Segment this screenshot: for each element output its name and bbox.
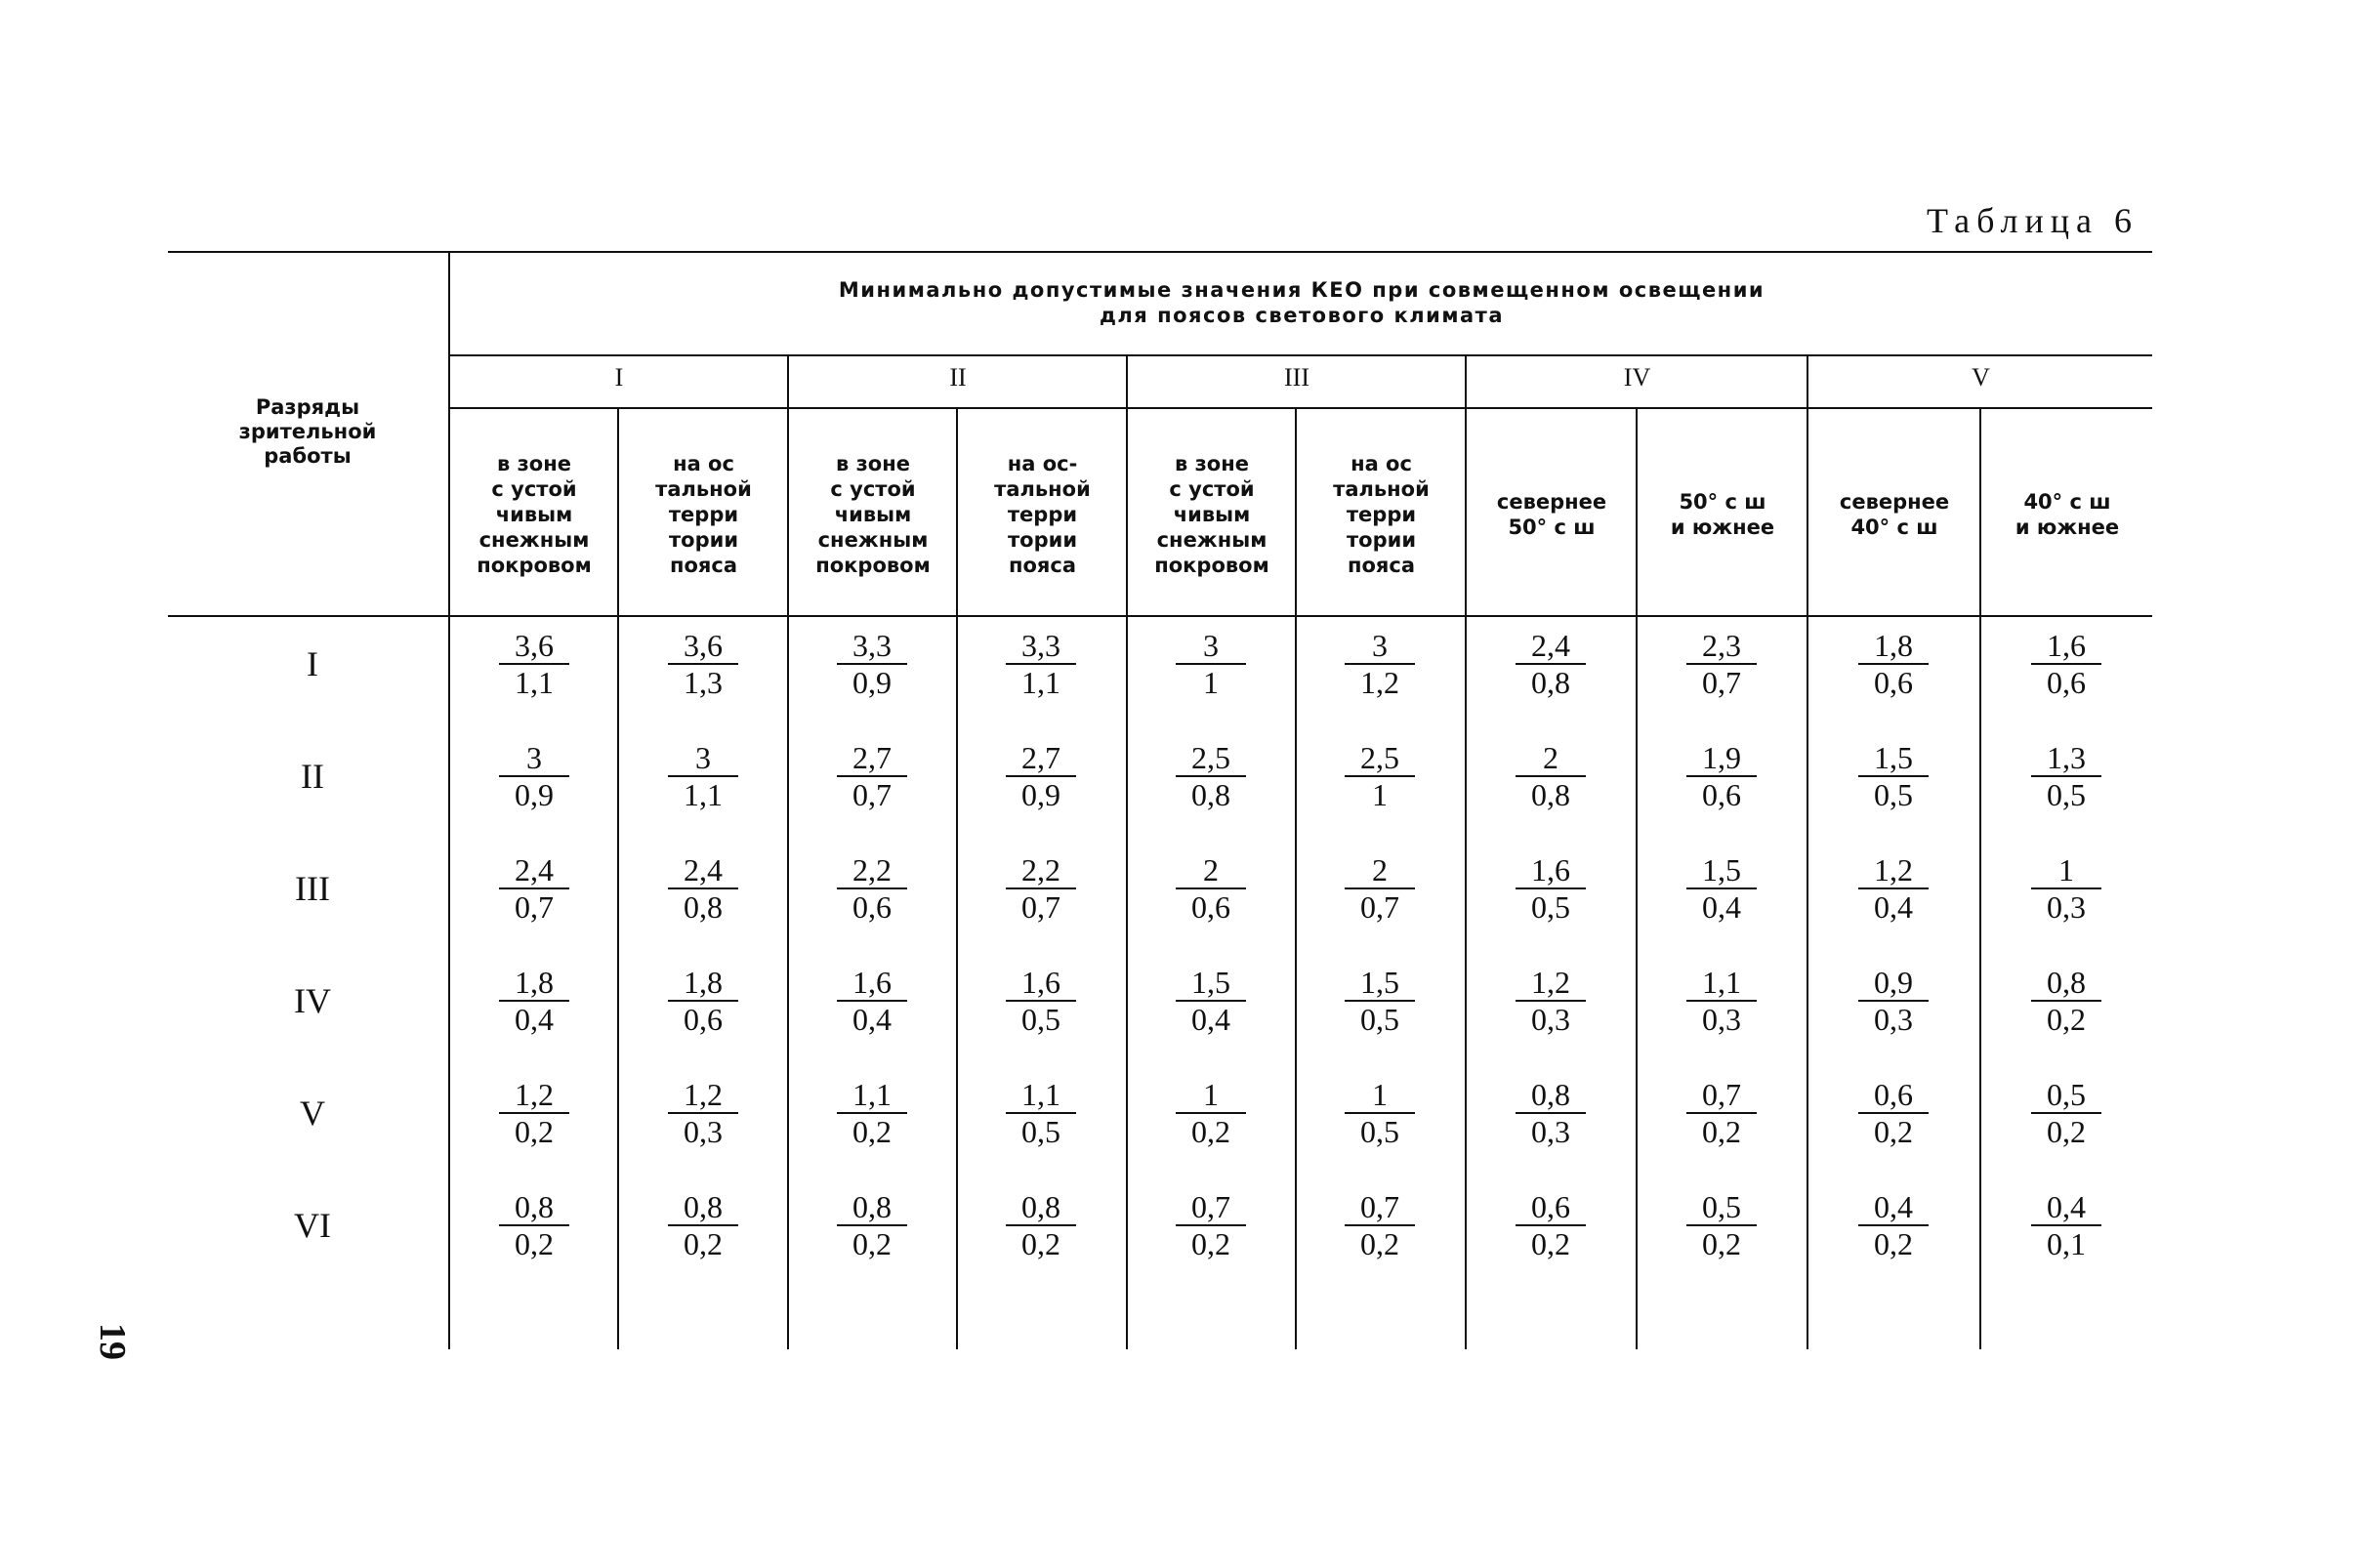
- kfo-denominator: 0,6: [1191, 889, 1230, 925]
- subheader: севернее 50° с ш: [1496, 490, 1607, 539]
- kfo-denominator: 0,2: [852, 1226, 892, 1261]
- kfo-value-cell: [480, 1079, 588, 1147]
- kfo-value-cell: [480, 854, 588, 923]
- kfo-denominator: 0,2: [515, 1226, 554, 1261]
- kfo-value-cell: [480, 630, 588, 698]
- kfo-value-cell: [1840, 1191, 1947, 1259]
- kfo-value-cell: [1326, 854, 1433, 923]
- kfo-value-cell: [1157, 1191, 1265, 1259]
- rank-divider: [448, 251, 450, 1349]
- kfo-numerator: 0,8: [515, 1189, 554, 1224]
- kfo-value-cell: [480, 742, 588, 810]
- col-divider: [617, 407, 619, 1349]
- kfo-numerator: 2,4: [684, 852, 723, 887]
- kfo-value-cell: [987, 1079, 1095, 1147]
- kfo-numerator: 2: [1543, 740, 1558, 775]
- kfo-numerator: 1,1: [1021, 1077, 1060, 1112]
- kfo-value-cell: [818, 967, 926, 1035]
- kfo-denominator: 0,6: [1702, 777, 1741, 812]
- kfo-numerator: 0,8: [852, 1189, 892, 1224]
- kfo-numerator: 3: [1372, 628, 1388, 663]
- subheader: севернее 40° с ш: [1839, 490, 1950, 539]
- kfo-denominator: 0,3: [684, 1114, 723, 1149]
- belt-label: I: [614, 363, 624, 392]
- kfo-denominator: 0,5: [1021, 1002, 1060, 1037]
- kfo-denominator: 0,2: [852, 1114, 892, 1149]
- belt-divider: [1807, 354, 1808, 1349]
- kfo-value-cell: [818, 854, 926, 923]
- kfo-value-cell: [649, 854, 757, 923]
- belt-divider: [787, 354, 789, 1349]
- belt-label: V: [1972, 363, 1990, 392]
- kfo-numerator: 2,7: [1021, 740, 1060, 775]
- kfo-numerator: 2: [1203, 852, 1219, 887]
- kfo-value-cell: [2013, 742, 2120, 810]
- kfo-denominator: 0,5: [1874, 777, 1913, 812]
- kfo-numerator: 1,2: [1531, 965, 1570, 1000]
- kfo-denominator: 0,6: [852, 889, 892, 925]
- kfo-denominator: 0,9: [852, 665, 892, 700]
- kfo-value-cell: [1668, 967, 1775, 1035]
- kfo-denominator: 0,2: [515, 1114, 554, 1149]
- table-label: Таблица 6: [1927, 201, 2139, 240]
- kfo-value-cell: [1497, 967, 1604, 1035]
- subheader: в зоне с устой чивым снежным покровом: [477, 452, 592, 577]
- kfo-numerator: 2,3: [1702, 628, 1741, 663]
- kfo-denominator: 1,1: [515, 665, 554, 700]
- kfo-value-cell: [2013, 1191, 2120, 1259]
- kfo-denominator: 0,6: [1874, 665, 1913, 700]
- kfo-value-cell: [1840, 1079, 1947, 1147]
- kfo-numerator: 2,5: [1191, 740, 1230, 775]
- kfo-numerator: 1,1: [852, 1077, 892, 1112]
- kfo-numerator: 0,8: [1021, 1189, 1060, 1224]
- main-header-line1: Минимально допустимые значения КЕО при совмещенном освещении: [838, 278, 1766, 302]
- main-header-line2: для поясов светового климата: [1099, 304, 1505, 327]
- kfo-denominator: 0,9: [515, 777, 554, 812]
- kfo-value-cell: [1157, 742, 1265, 810]
- kfo-value-cell: [649, 967, 757, 1035]
- kfo-denominator: 0,2: [2047, 1002, 2086, 1037]
- kfo-denominator: 0,5: [2047, 777, 2086, 812]
- kfo-value-cell: [1497, 854, 1604, 923]
- kfo-denominator: 0,2: [2047, 1114, 2086, 1149]
- kfo-denominator: 0,3: [1874, 1002, 1913, 1037]
- belt-label: III: [1284, 363, 1309, 392]
- kfo-denominator: 0,8: [1531, 777, 1570, 812]
- kfo-value-cell: [1668, 854, 1775, 923]
- kfo-value-cell: [1157, 854, 1265, 923]
- subheader: 40° с ш и южнее: [2015, 490, 2120, 539]
- kfo-numerator: 1,3: [2047, 740, 2086, 775]
- kfo-denominator: 0,2: [1702, 1226, 1741, 1261]
- kfo-numerator: 0,9: [1874, 965, 1913, 1000]
- kfo-numerator: 1,6: [852, 965, 892, 1000]
- kfo-value-cell: [987, 967, 1095, 1035]
- kfo-numerator: 2,2: [1021, 852, 1060, 887]
- main-header: [451, 277, 2152, 328]
- kfo-numerator: 0,7: [1360, 1189, 1399, 1224]
- kfo-numerator: 3: [695, 740, 711, 775]
- kfo-denominator: 1: [1203, 665, 1219, 700]
- kfo-denominator: 1: [1372, 777, 1388, 812]
- subheader: на ос- тальной терри тории пояса: [994, 452, 1091, 577]
- kfo-denominator: 0,8: [1191, 777, 1230, 812]
- kfo-numerator: 1,8: [515, 965, 554, 1000]
- kfo-denominator: 0,7: [852, 777, 892, 812]
- kfo-value-cell: [2013, 854, 2120, 923]
- kfo-numerator: 2,4: [515, 852, 554, 887]
- kfo-numerator: 2,5: [1360, 740, 1399, 775]
- kfo-value-cell: [1668, 630, 1775, 698]
- kfo-numerator: 1,5: [1702, 852, 1741, 887]
- subheader: на ос тальной терри тории пояса: [655, 452, 752, 577]
- kfo-denominator: 0,3: [1531, 1002, 1570, 1037]
- kfo-denominator: 0,2: [1360, 1226, 1399, 1261]
- kfo-denominator: 0,2: [1021, 1226, 1060, 1261]
- kfo-numerator: 2,2: [852, 852, 892, 887]
- kfo-numerator: 0,7: [1191, 1189, 1230, 1224]
- kfo-numerator: 0,7: [1702, 1077, 1741, 1112]
- belt-top-rule: [448, 354, 2152, 356]
- kfo-numerator: 3,3: [1021, 628, 1060, 663]
- kfo-numerator: 1,9: [1702, 740, 1741, 775]
- kfo-value-cell: [1326, 1079, 1433, 1147]
- kfo-numerator: 1,6: [1531, 852, 1570, 887]
- kfo-numerator: 2,4: [1531, 628, 1570, 663]
- kfo-value-cell: [987, 630, 1095, 698]
- kfo-numerator: 1,1: [1702, 965, 1741, 1000]
- kfo-denominator: 1,3: [684, 665, 723, 700]
- kfo-denominator: 0,9: [1021, 777, 1060, 812]
- kfo-value-cell: [1326, 1191, 1433, 1259]
- kfo-numerator: 1,8: [1874, 628, 1913, 663]
- kfo-value-cell: [1840, 742, 1947, 810]
- kfo-numerator: 1,5: [1191, 965, 1230, 1000]
- kfo-value-cell: [1326, 630, 1433, 698]
- kfo-numerator: 1,2: [515, 1077, 554, 1112]
- kfo-denominator: 0,4: [1702, 889, 1741, 925]
- subheader: 50° с ш и южнее: [1670, 490, 1775, 539]
- kfo-denominator: 0,2: [1531, 1226, 1570, 1261]
- kfo-value-cell: [1840, 967, 1947, 1035]
- kfo-numerator: 1,8: [684, 965, 723, 1000]
- kfo-value-cell: [480, 1191, 588, 1259]
- kfo-denominator: 0,2: [684, 1226, 723, 1261]
- kfo-value-cell: [987, 854, 1095, 923]
- kfo-numerator: 0,5: [1702, 1189, 1741, 1224]
- kfo-denominator: 0,4: [1191, 1002, 1230, 1037]
- kfo-denominator: 0,7: [1360, 889, 1399, 925]
- kfo-numerator: 1,5: [1874, 740, 1913, 775]
- kfo-denominator: 0,7: [1702, 665, 1741, 700]
- kfo-numerator: 3,6: [684, 628, 723, 663]
- kfo-numerator: 3: [526, 740, 542, 775]
- kfo-value-cell: [1840, 630, 1947, 698]
- kfo-numerator: 2,7: [852, 740, 892, 775]
- kfo-value-cell: [480, 967, 588, 1035]
- kfo-numerator: 0,8: [684, 1189, 723, 1224]
- kfo-denominator: 0,5: [1360, 1002, 1399, 1037]
- kfo-numerator: 1,6: [1021, 965, 1060, 1000]
- kfo-numerator: 0,5: [2047, 1077, 2086, 1112]
- kfo-denominator: 0,5: [1021, 1114, 1060, 1149]
- kfo-numerator: 1,2: [684, 1077, 723, 1112]
- kfo-value-cell: [987, 742, 1095, 810]
- belt-divider: [1465, 354, 1467, 1349]
- subheader: в зоне с устой чивым снежным покровом: [815, 452, 931, 577]
- kfo-value-cell: [1668, 1191, 1775, 1259]
- page-number: 19: [92, 1323, 133, 1360]
- kfo-denominator: 0,8: [1531, 665, 1570, 700]
- kfo-denominator: 0,3: [1702, 1002, 1741, 1037]
- kfo-value-cell: [1157, 630, 1265, 698]
- kfo-value-cell: [818, 1191, 926, 1259]
- kfo-denominator: 0,4: [515, 1002, 554, 1037]
- kfo-value-cell: [1668, 742, 1775, 810]
- col-divider: [1636, 407, 1638, 1349]
- kfo-value-cell: [1157, 1079, 1265, 1147]
- kfo-value-cell: [649, 1079, 757, 1147]
- kfo-denominator: 0,2: [1191, 1114, 1230, 1149]
- kfo-numerator: 0,8: [1531, 1077, 1570, 1112]
- kfo-numerator: 1: [1372, 1077, 1388, 1112]
- kfo-denominator: 0,5: [1531, 889, 1570, 925]
- kfo-denominator: 0,6: [2047, 665, 2086, 700]
- kfo-denominator: 0,8: [684, 889, 723, 925]
- kfo-numerator: 1,5: [1360, 965, 1399, 1000]
- subheader: в зоне с устой чивым снежным покровом: [1154, 452, 1269, 577]
- kfo-numerator: 0,4: [2047, 1189, 2086, 1224]
- kfo-value-cell: [2013, 1079, 2120, 1147]
- kfo-denominator: 0,6: [684, 1002, 723, 1037]
- kfo-numerator: 0,6: [1874, 1077, 1913, 1112]
- top-rule: [168, 251, 2152, 253]
- kfo-denominator: 1,2: [1360, 665, 1399, 700]
- kfo-value-cell: [818, 1079, 926, 1147]
- kfo-numerator: 3,6: [515, 628, 554, 663]
- kfo-denominator: 0,3: [2047, 889, 2086, 925]
- kfo-numerator: 0,6: [1531, 1189, 1570, 1224]
- kfo-denominator: 1,1: [1021, 665, 1060, 700]
- kfo-denominator: 0,7: [515, 889, 554, 925]
- kfo-denominator: 0,4: [1874, 889, 1913, 925]
- kfo-value-cell: [1497, 1079, 1604, 1147]
- subheader: на ос тальной терри тории пояса: [1333, 452, 1430, 577]
- row-rank-label: III: [295, 869, 330, 908]
- belt-bottom-rule: [448, 407, 2152, 409]
- kfo-denominator: 0,4: [852, 1002, 892, 1037]
- kfo-denominator: 0,2: [1191, 1226, 1230, 1261]
- belt-label: IV: [1623, 363, 1651, 392]
- kfo-value-cell: [1497, 1191, 1604, 1259]
- kfo-denominator: 0,2: [1702, 1114, 1741, 1149]
- kfo-value-cell: [649, 742, 757, 810]
- kfo-numerator: 1: [2058, 852, 2074, 887]
- kfo-numerator: 3,3: [852, 628, 892, 663]
- belt-divider: [1126, 354, 1128, 1349]
- kfo-denominator: 0,2: [1874, 1114, 1913, 1149]
- kfo-denominator: 0,1: [2047, 1226, 2086, 1261]
- col-divider: [956, 407, 958, 1349]
- kfo-numerator: 1,6: [2047, 628, 2086, 663]
- kfo-value-cell: [1157, 967, 1265, 1035]
- kfo-value-cell: [649, 630, 757, 698]
- row-rank-label: IV: [294, 981, 331, 1020]
- kfo-denominator: 0,3: [1531, 1114, 1570, 1149]
- rank-column-header: Разряды зрительной работы: [238, 395, 377, 468]
- kfo-value-cell: [2013, 967, 2120, 1035]
- row-rank-label: II: [301, 757, 324, 796]
- col-divider: [1979, 407, 1981, 1349]
- kfo-value-cell: [2013, 630, 2120, 698]
- kfo-denominator: 0,7: [1021, 889, 1060, 925]
- kfo-value-cell: [1668, 1079, 1775, 1147]
- kfo-value-cell: [818, 742, 926, 810]
- kfo-numerator: 3: [1203, 628, 1219, 663]
- kfo-value-cell: [1326, 967, 1433, 1035]
- row-rank-label: V: [300, 1093, 325, 1133]
- kfo-value-cell: [1840, 854, 1947, 923]
- header-bottom-rule: [168, 615, 2152, 617]
- kfo-denominator: 1,1: [684, 777, 723, 812]
- kfo-denominator: 0,5: [1360, 1114, 1399, 1149]
- kfo-numerator: 1,2: [1874, 852, 1913, 887]
- kfo-value-cell: [649, 1191, 757, 1259]
- kfo-numerator: 2: [1372, 852, 1388, 887]
- row-rank-label: I: [307, 644, 318, 683]
- row-rank-label: VI: [294, 1206, 331, 1245]
- belt-label: II: [949, 363, 967, 392]
- kfo-denominator: 0,2: [1874, 1226, 1913, 1261]
- kfo-value-cell: [987, 1191, 1095, 1259]
- kfo-numerator: 1: [1203, 1077, 1219, 1112]
- kfo-value-cell: [1497, 630, 1604, 698]
- kfo-value-cell: [1326, 742, 1433, 810]
- col-divider: [1295, 407, 1297, 1349]
- kfo-value-cell: [818, 630, 926, 698]
- kfo-numerator: 0,8: [2047, 965, 2086, 1000]
- kfo-numerator: 0,4: [1874, 1189, 1913, 1224]
- kfo-value-cell: [1497, 742, 1604, 810]
